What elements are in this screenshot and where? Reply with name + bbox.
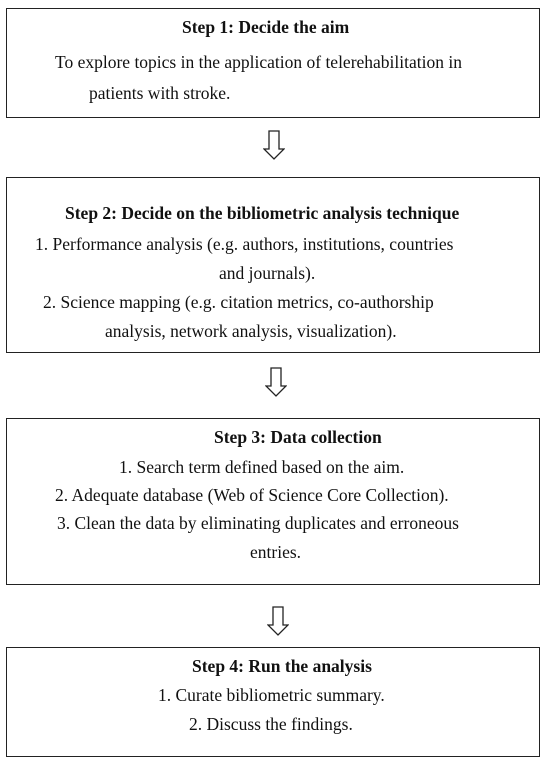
step-1-line-1: To explore topics in the application of telerehabilitation in <box>55 52 462 72</box>
step-1-title: Step 1: Decide the aim <box>182 17 350 37</box>
step-4-line-1: 1. Curate bibliometric summary. <box>158 685 385 705</box>
step-4-line-2: 2. Discuss the findings. <box>189 714 353 734</box>
down-arrow-icon <box>263 130 285 160</box>
step-2-line-3: 2. Science mapping (e.g. citation metrics, co-authorship <box>43 292 434 312</box>
step-3-box <box>6 418 540 585</box>
down-arrow-icon <box>265 367 287 397</box>
step-4-box <box>6 647 540 757</box>
step-3-line-4: entries. <box>250 542 302 562</box>
step-3-line-1: 1. Search term defined based on the aim. <box>119 457 405 477</box>
step-2-line-1: 1. Performance analysis (e.g. authors, institutions, countries <box>35 234 454 254</box>
step-2-title: Step 2: Decide on the bibliometric analysis technique <box>65 203 460 223</box>
step-4-title: Step 4: Run the analysis <box>192 656 372 676</box>
step-3-line-3: 3. Clean the data by eliminating duplicates and erroneous <box>57 513 459 533</box>
step-3-title: Step 3: Data collection <box>214 427 382 447</box>
step-2-box <box>6 177 540 353</box>
step-3-line-2: 2. Adequate database (Web of Science Core Collection). <box>55 485 449 505</box>
step-2-line-4: analysis, network analysis, visualization). <box>105 321 397 341</box>
step-1-line-2: patients with stroke. <box>89 83 231 103</box>
down-arrow-icon <box>267 606 289 636</box>
step-2-line-2: and journals). <box>219 263 316 283</box>
step-1-box <box>6 8 540 118</box>
